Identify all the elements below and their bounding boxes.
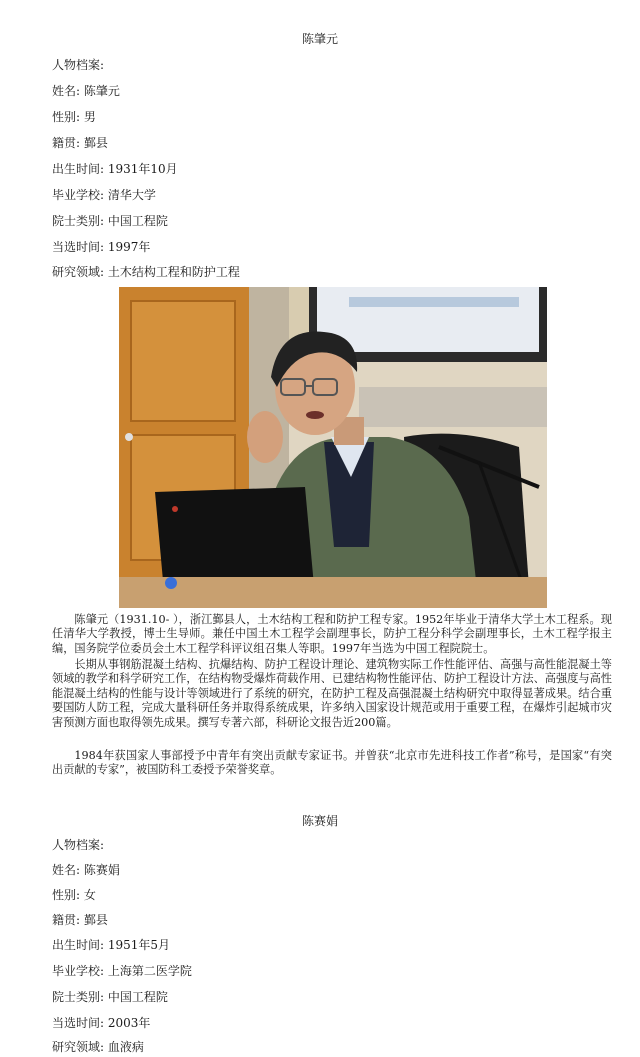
person1-field-birth: 出生时间: 1931年10月 [52,162,178,176]
person1-field-elected: 当选时间: 1997年 [52,240,151,254]
bio-paragraph-1: 陈肇元（1931.10- ），浙江鄞县人，土木结构工程和防护工程专家。1952年毕业于清华大学土木工程系。现任清华大学教授，博士生导师。兼任中国土木工程学会副理事长，防护工程分科学会副理事长，土木工程学报主编，国务院学位委员会土木工程学科评议组召集人等职。1997年当选为中国工程院院士。 [52,613,612,655]
person1-name-heading: 陈肇元 [301,32,338,46]
person2-field-gender: 性别: 女 [52,888,96,902]
bio-paragraph-3: 1984年获国家人事部授予中青年有突出贡献专家证书。并曾获“北京市先进科技工作者”称号，是国家“有突出贡献的专家”，被国防科工委授予荣誉奖章。 [52,749,612,777]
person2-field-hometown: 籍贯: 鄞县 [52,913,108,927]
person1-profile-label: 人物档案: [52,58,105,72]
person2-profile-label: 人物档案: [52,838,105,852]
person2-field-research: 研究领域: 血液病 [52,1040,144,1054]
person1-field-category: 院士类别: 中国工程院 [52,214,168,228]
person2-field-category: 院士类别: 中国工程院 [52,990,168,1004]
person2-field-name: 姓名: 陈赛娟 [52,863,120,877]
person2-field-elected: 当选时间: 2003年 [52,1016,151,1030]
person1-field-gender: 性别: 男 [52,110,96,124]
person1-field-name: 姓名: 陈肇元 [52,84,120,98]
portrait-photo [119,287,547,608]
person2-field-school: 毕业学校: 上海第二医学院 [52,964,192,978]
person1-field-research: 研究领域: 土木结构工程和防护工程 [52,265,240,279]
bio-paragraph-2: 长期从事钢筋混凝土结构、抗爆结构、防护工程设计理论、建筑物实际工作性能评估、高强与高性能混凝土等领域的教学和科学研究工作，在结构物受爆炸荷载作用、已建结构物性能评估、防护工程设计方法、高强度与高性能混凝土结构的性能与设计等领域进行了系统的研究，在防护工程及高强混凝土结构研究中取得显著成果。结合重要国防人防工程，完成大量科研任务并取得系统成果，许多纳入国家设计规范或用于重要工程，在爆炸引起城市灾害预测方面也取得领先成果。撰写专著六部，科研论文报告近200篇。 [52,658,612,729]
person1-field-hometown: 籍贯: 鄞县 [52,136,108,150]
person1-field-school: 毕业学校: 清华大学 [52,188,156,202]
person2-field-birth: 出生时间: 1951年5月 [52,938,171,952]
person2-name-heading: 陈赛娟 [301,814,338,828]
